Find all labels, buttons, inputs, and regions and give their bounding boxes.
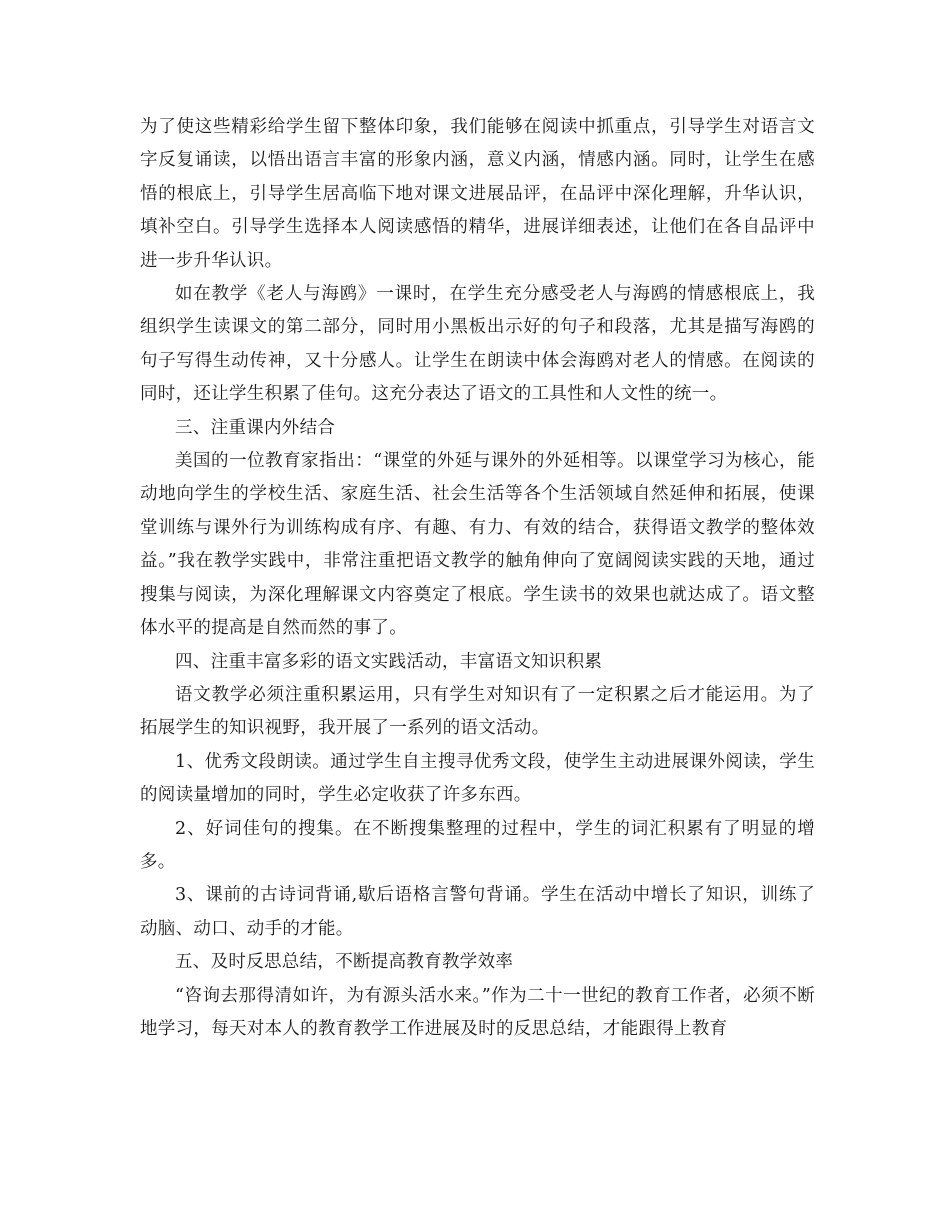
paragraph-continuation: 为了使这些精彩给学生留下整体印象，我们能够在阅读中抓重点，引导学生对语言文字反复诵读，以悟出语言丰富的形象内涵，意义内涵，情感内涵。同时，让学生在感悟的根底上，引导学生居高临下地对课文进展品评，在品评中深化理解，升华认识，填补空白。引导学生选择本人阅读感悟的精华，进展详细表述，让他们在各自品评中进一步升华认识。: [140, 117, 815, 271]
section-heading-3: 三、注重课内外结合: [175, 417, 336, 438]
paragraph-accumulation: 语文教学必须注重积累运用，只有学生对知识有了一定积累之后才能运用。为了拓展学生的知识视野，我开展了一系列的语文活动。: [140, 684, 815, 739]
paragraph-old-man-and-gulls: 如在教学《老人与海鸥》一课时，在学生充分感受老人与海鸥的情感根底上，我组织学生读课文的第二部分，同时用小黑板出示好的句子和段落，尤其是描写海鸥的句子写得生动传神，又十分感人。让学生在朗读中体会海鸥对老人的情感。在阅读的同时，还让学生积累了佳句。这充分表达了语文的工具性和人文性的统一。: [140, 284, 815, 405]
section-heading-4: 四、注重丰富多彩的语文实践活动，丰富语文知识积累: [175, 651, 603, 672]
list-item-2: 2、好词佳句的搜集。在不断搜集整理的过程中，学生的词汇积累有了明显的增多。: [140, 818, 815, 872]
section-heading-5: 五、及时反思总结，不断提高教育教学效率: [175, 952, 514, 973]
paragraph-reflection: “咨询去那得清如许，为有源头活水来。”作为二十一世纪的教育工作者，必须不断地学习，每天对本人的教育教学工作进展及时的反思总结，才能跟得上教育: [140, 985, 815, 1039]
paragraph-educator-quote: 美国的一位教育家指出：“课堂的外延与课外的外延相等。以课堂学习为核心，能动地向学生的学校生活、家庭生活、社会生活等各个生活领域自然延伸和拓展，使课堂训练与课外行为训练构成有序、有趣、有力、有效的结合，获得语文教学的整体效益。”我在教学实践中，非常注重把语文教学的触角伸向了宽阔阅读实践的天地，通过搜集与阅读，为深化理解课文内容奠定了根底。学生读书的效果也就达成了。语文整体水平的提高是自然而然的事了。: [140, 451, 815, 639]
list-item-1: 1、优秀文段朗读。通过学生自主搜寻优秀文段，使学生主动进展课外阅读，学生的阅读量增加的同时，学生必定收获了许多东西。: [140, 751, 815, 806]
list-item-3: 3、课前的古诗词背诵,歇后语格言警句背诵。学生在活动中增长了知识，训练了动脑、动口、动手的才能。: [140, 885, 815, 939]
document-body: [140, 111, 815, 1046]
